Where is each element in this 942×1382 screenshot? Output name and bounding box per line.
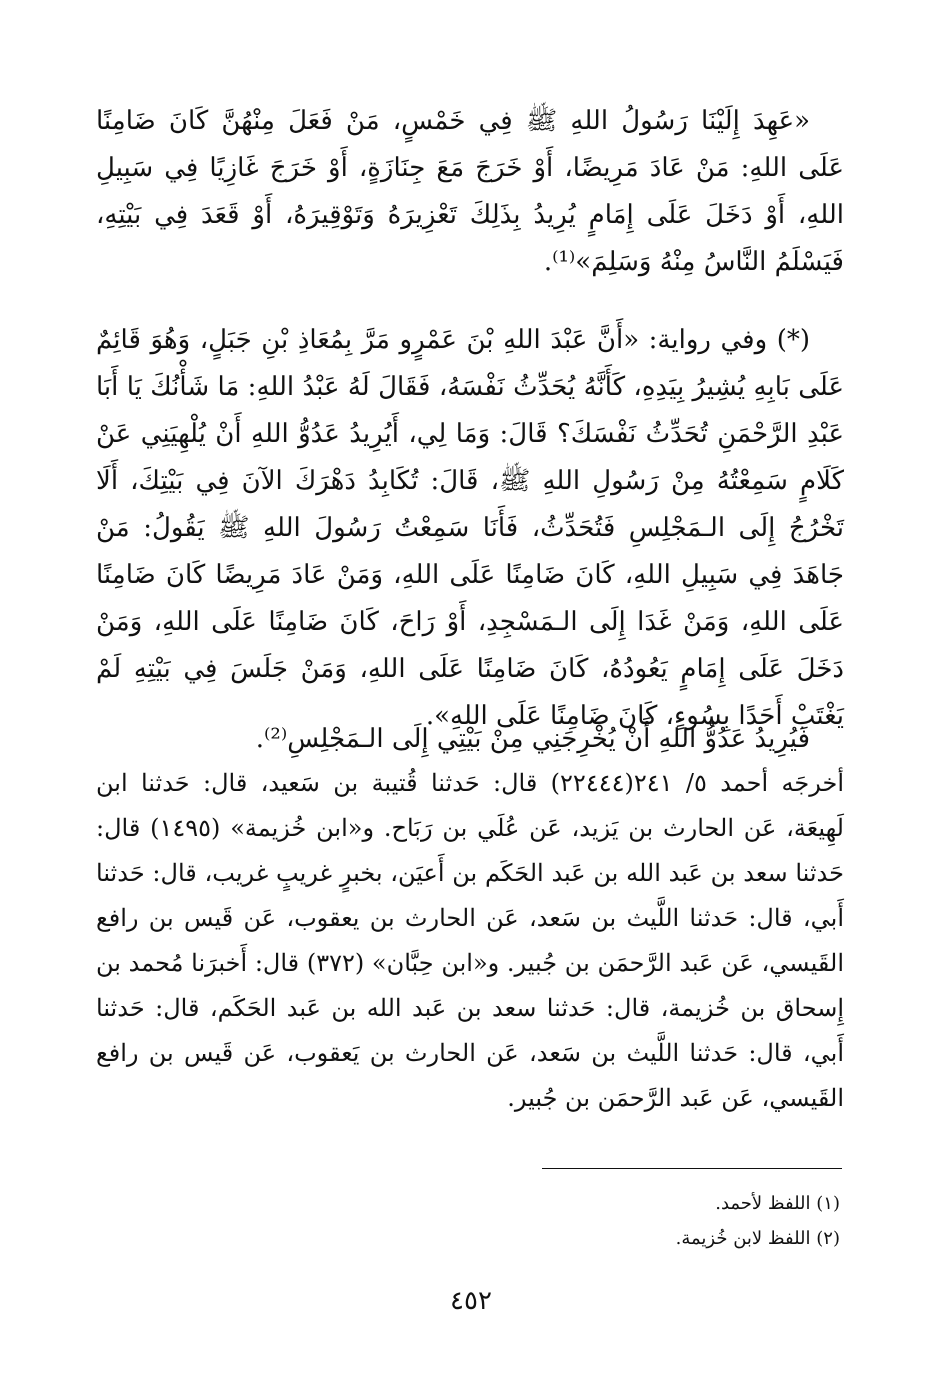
page-number: ٤٥٢ — [450, 1286, 492, 1316]
footnote-1: (١) اللفظ لأحمد. — [715, 1193, 840, 1214]
hadith-paragraph-3 — [96, 716, 844, 763]
takhrij-text: أخرجَه أحمد ٥/ ٢٤١(٢٢٤٤٤) قال: حَدثنا قُتيبة بن سَعيد، قال: حَدثنا ابن لَهِيعَة، عَن الحارث بن يَزيد، عَن عُلَي بن رَبَاح. و«ابن خُزيمة» (١٤٩٥) قال: حَدثنا سعد بن عَبد الله بن عَبد الحَكَم بن أَعيَن، بخبرٍ غريبٍ غريب، قال: حَدثنا أَبي، قال: حَدثنا اللَّيث بن سَعد، عَن الحارث بن يعقوب، عَن قَيس بن رافع القَيسي، عَن عَبد الرَّحمَن بن جُبير. و«ابن حِبَّان» (٣٧٢) قال: أَخبرَنا مُحمد بن إِسحاق بن خُزيمة، قال: حَدثنا سعد بن عَبد الله بن عَبد الحَكَم، قال: حَدثنا أَبي، قال: حَدثنا اللَّيث بن سَعد، عَن الحارث بن يَعقوب، عَن قَيس بن رافع القَيسي، عَن عَبد الرَّحمَن بن جُبير. — [96, 769, 844, 1112]
hadith-text-1: «عَهِدَ إِلَيْنَا رَسُولُ اللهِ ﷺ فِي خَمْسٍ، مَنْ فَعَلَ مِنْهُنَّ كَانَ ضَامِنًا عَلَى اللهِ: مَنْ عَادَ مَرِيضًا، أَوْ خَرَجَ مَعَ جِنَازَةٍ، أَوْ خَرَجَ غَازِيًا فِي سَبِيلِ اللهِ، أَوْ دَخَلَ عَلَى إِمَامٍ يُرِيدُ بِذَلِكَ تَعْزِيرَهُ وَتَوْقِيرَهُ، أَوْ قَعَدَ فِي بَيْتِهِ، فَيَسْلَمُ النَّاسُ مِنْهُ وَسَلِمَ»⁽¹⁾. — [96, 106, 844, 277]
hadith-text-3: فَيُرِيدُ عَدُوُّ اللهِ أَنْ يُخْرِجَنِي مِنْ بَيْتِي إِلَى الـمَجْلِسِ⁽²⁾. — [255, 724, 810, 754]
hadith-paragraph-2 — [96, 317, 844, 740]
footnotes — [96, 1186, 840, 1256]
footnote-divider — [542, 1168, 842, 1169]
hadith-paragraph-1 — [96, 98, 844, 286]
takhrij-paragraph — [96, 761, 844, 1121]
footnote-2: (٢) اللفظ لابن خُزيمة. — [675, 1228, 840, 1249]
hadith-text-2: (*) وفي رواية: «أَنَّ عَبْدَ اللهِ بْنَ عَمْرٍو مَرَّ بِمُعَاذِ بْنِ جَبَلٍ، وَهُوَ قَائِمٌ عَلَى بَابِهِ يُشِيرُ بِيَدِهِ، كَأَنَّهُ يُحَدِّثُ نَفْسَهُ، فَقَالَ لَهُ عَبْدُ اللهِ: مَا شَأْنُكَ يَا أَبَا عَبْدِ الرَّحْمَنِ تُحَدِّثُ نَفْسَكَ؟ قَالَ: وَمَا لِي، أَيُرِيدُ عَدُوُّ اللهِ أَنْ يُلْهِيَنِي عَنْ كَلَامٍ سَمِعْتُهُ مِنْ رَسُولِ اللهِ ﷺ، قَالَ: تُكَابِدُ دَهْرَكَ الآنَ فِي بَيْتِكَ، أَلَا تَخْرُجُ إِلَى الـمَجْلِسِ فَتُحَدِّثُ، فَأَنَا سَمِعْتُ رَسُولَ اللهِ ﷺ يَقُولُ: مَنْ جَاهَدَ فِي سَبِيلِ اللهِ، كَانَ ضَامِنًا عَلَى اللهِ، وَمَنْ عَادَ مَرِيضًا كَانَ ضَامِنًا عَلَى اللهِ، وَمَنْ غَدَا إِلَى الـمَسْجِدِ، أَوْ رَاحَ، كَانَ ضَامِنًا عَلَى اللهِ، وَمَنْ دَخَلَ عَلَى إِمَامٍ يَعُودُهُ، كَانَ ضَامِنًا عَلَى اللهِ، وَمَنْ جَلَسَ فِي بَيْتِهِ لَمْ يَغْتَبْ أَحَدًا بِسُوءٍ، كَانَ ضَامِنًا عَلَى اللهِ». — [96, 325, 844, 731]
